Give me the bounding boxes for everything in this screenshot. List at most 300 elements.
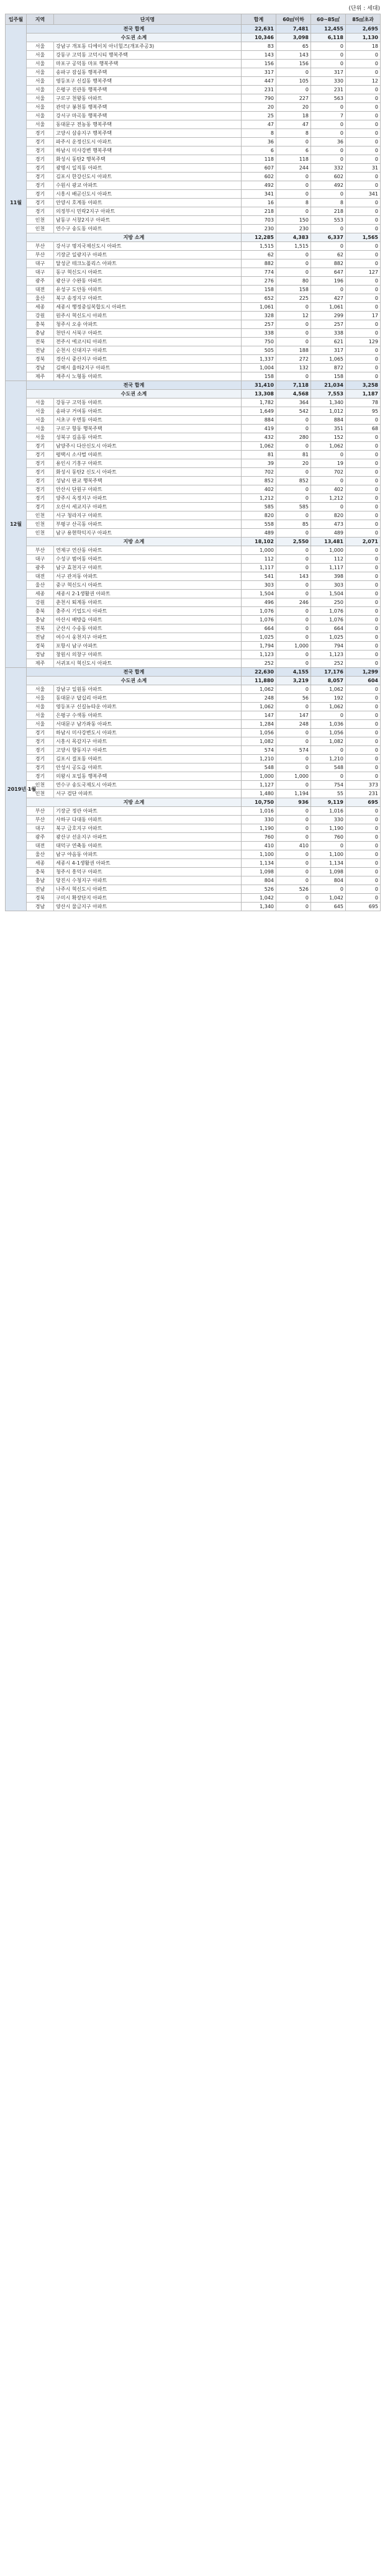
row-m60: 158 (276, 286, 311, 294)
table-row (6, 433, 381, 442)
row-complex-name: 세종시 4-1생활권 아파트 (54, 859, 242, 868)
row-complex-name: 송파구 거여동 아파트 (54, 407, 242, 416)
row-m85: 0 (346, 598, 381, 607)
table-row (6, 816, 381, 824)
table-row (6, 346, 381, 355)
row-total: 156 (242, 60, 276, 68)
row-m85: 0 (346, 173, 381, 181)
row-total: 1,082 (242, 737, 276, 746)
row-region: 서울 (27, 685, 54, 694)
subtotal-total: 11,880 (242, 677, 276, 685)
table-row (6, 425, 381, 433)
row-m85: 0 (346, 859, 381, 868)
row-m60-85: 0 (311, 477, 346, 485)
row-m85: 341 (346, 190, 381, 199)
row-m60: 542 (276, 407, 311, 416)
row-complex-name: 달성군 테크노폴리스 아파트 (54, 259, 242, 268)
row-total: 419 (242, 425, 276, 433)
row-region: 제주 (27, 372, 54, 381)
grand-total: 22,630 (242, 668, 276, 677)
table-row (6, 790, 381, 798)
row-total: 1,284 (242, 720, 276, 729)
row-m85: 0 (346, 181, 381, 190)
row-region: 서울 (27, 86, 54, 94)
row-m85: 0 (346, 442, 381, 451)
table-row (6, 294, 381, 303)
row-complex-name: 강서구 명지국제신도시 아파트 (54, 242, 242, 251)
table-row (6, 138, 381, 146)
row-region: 경기 (27, 146, 54, 155)
row-m60: 0 (276, 564, 311, 572)
row-m60-85: 473 (311, 520, 346, 529)
row-region: 인천 (27, 225, 54, 233)
row-total: 1,210 (242, 755, 276, 763)
row-m60: 0 (276, 181, 311, 190)
row-total: 574 (242, 746, 276, 755)
row-m60-85: 0 (311, 711, 346, 720)
row-m60-85: 1,212 (311, 494, 346, 503)
row-m60-85: 0 (311, 225, 346, 233)
row-total: 16 (242, 199, 276, 207)
row-region: 충남 (27, 329, 54, 338)
table-row (6, 329, 381, 338)
subtotal-m60-85: 7,553 (311, 390, 346, 399)
row-total: 62 (242, 251, 276, 259)
row-m60: 0 (276, 259, 311, 268)
row-complex-name: 북구 금호지구 아파트 (54, 824, 242, 833)
row-m85: 0 (346, 894, 381, 903)
table-header-row (6, 14, 381, 25)
table-row (6, 251, 381, 259)
row-m60-85: 231 (311, 86, 346, 94)
subtotal-total: 10,750 (242, 798, 276, 807)
row-m60-85: 1,025 (311, 633, 346, 642)
table-row (6, 868, 381, 876)
row-m85: 0 (346, 737, 381, 746)
row-complex-name: 서구 청라지구 아파트 (54, 511, 242, 520)
table-row (6, 703, 381, 711)
row-region: 경북 (27, 642, 54, 651)
table-row (6, 729, 381, 737)
row-region: 경기 (27, 164, 54, 173)
row-region: 서울 (27, 720, 54, 729)
row-m60: 6 (276, 146, 311, 155)
row-total: 526 (242, 885, 276, 894)
table-row (6, 555, 381, 564)
row-complex-name: 원주시 혁신도시 아파트 (54, 312, 242, 320)
table-row (6, 355, 381, 364)
row-m85: 0 (346, 816, 381, 824)
move-in-schedule-table (5, 14, 381, 911)
row-region: 강원 (27, 312, 54, 320)
row-m60-85: 1,134 (311, 859, 346, 868)
row-region: 충북 (27, 868, 54, 876)
header-region: 지역 (27, 14, 54, 25)
row-region: 인천 (27, 216, 54, 225)
table-row (6, 876, 381, 885)
row-total: 820 (242, 511, 276, 520)
row-complex-name: 수성구 범어동 아파트 (54, 555, 242, 564)
row-complex-name: 남구 용현학익지구 아파트 (54, 529, 242, 538)
header-total: 합계 (242, 14, 276, 25)
row-m60: 0 (276, 607, 311, 616)
table-row (6, 338, 381, 346)
row-m85: 0 (346, 642, 381, 651)
table-row (6, 720, 381, 729)
row-total: 1,076 (242, 607, 276, 616)
subtotal-m60: 4,383 (276, 233, 311, 242)
row-m60: 132 (276, 364, 311, 372)
row-m60-85: 1,000 (311, 546, 346, 555)
row-m85: 0 (346, 51, 381, 60)
row-m60-85: 1,062 (311, 685, 346, 694)
row-region: 서울 (27, 68, 54, 77)
row-m60-85: 0 (311, 120, 346, 129)
grand-total-row (6, 668, 381, 677)
row-m60-85: 317 (311, 346, 346, 355)
row-m60: 150 (276, 216, 311, 225)
row-region: 경기 (27, 190, 54, 199)
row-complex-name: 서귀포시 혁신도시 아파트 (54, 659, 242, 668)
row-m60: 0 (276, 894, 311, 903)
row-region: 경기 (27, 199, 54, 207)
row-total: 492 (242, 181, 276, 190)
table-row (6, 477, 381, 485)
row-region: 대전 (27, 286, 54, 294)
row-total: 218 (242, 207, 276, 216)
row-m60-85: 317 (311, 68, 346, 77)
header-month: 입주월 (6, 14, 27, 25)
row-m60: 225 (276, 294, 311, 303)
row-complex-name: 천안시 서북구 아파트 (54, 329, 242, 338)
row-total: 1,190 (242, 824, 276, 833)
subtotal-m60: 3,219 (276, 677, 311, 685)
row-m60-85: 303 (311, 581, 346, 590)
row-m85: 0 (346, 138, 381, 146)
row-complex-name: 용인시 기흥구 아파트 (54, 459, 242, 468)
table-row (6, 494, 381, 503)
row-m60: 0 (276, 251, 311, 259)
row-m60-85: 62 (311, 251, 346, 259)
row-complex-name: 창원시 의창구 아파트 (54, 651, 242, 659)
row-m85: 17 (346, 312, 381, 320)
header-m60-85: 60~85㎡ (311, 14, 346, 25)
row-region: 경기 (27, 763, 54, 772)
row-complex-name: 동대문구 전농동 행복주택 (54, 120, 242, 129)
row-total: 143 (242, 51, 276, 60)
row-m85: 0 (346, 251, 381, 259)
row-total: 248 (242, 694, 276, 703)
row-m60-85: 158 (311, 372, 346, 381)
row-complex-name: 화성시 동탄2 신도시 아파트 (54, 468, 242, 477)
row-m60-85: 0 (311, 155, 346, 164)
row-complex-name: 남양주시 다산신도시 아파트 (54, 442, 242, 451)
table-row (6, 242, 381, 251)
row-m60-85: 702 (311, 468, 346, 477)
row-m85: 0 (346, 468, 381, 477)
table-row (6, 207, 381, 216)
row-m60: 65 (276, 42, 311, 51)
row-m60: 105 (276, 77, 311, 86)
row-region: 전남 (27, 633, 54, 642)
row-complex-name: 광명시 일직동 아파트 (54, 164, 242, 173)
row-m60: 0 (276, 876, 311, 885)
row-total: 118 (242, 155, 276, 164)
row-region: 인천 (27, 781, 54, 790)
row-total: 410 (242, 842, 276, 850)
row-m60-85: 112 (311, 555, 346, 564)
row-complex-name: 구로구 항동 행복주택 (54, 425, 242, 433)
row-m60-85: 338 (311, 329, 346, 338)
row-complex-name: 김포시 걸포동 아파트 (54, 755, 242, 763)
row-m60-85: 0 (311, 451, 346, 459)
row-m60: 0 (276, 659, 311, 668)
grand-m85: 3,258 (346, 381, 381, 390)
row-complex-name: 고양시 삼송지구 행복주택 (54, 129, 242, 138)
row-m60: 0 (276, 781, 311, 790)
row-total: 1,649 (242, 407, 276, 416)
row-m60-85: 0 (311, 842, 346, 850)
row-m85: 0 (346, 746, 381, 755)
row-m85: 0 (346, 60, 381, 68)
row-m60: 20 (276, 103, 311, 112)
row-m60: 0 (276, 624, 311, 633)
row-m85: 0 (346, 868, 381, 876)
row-m85: 18 (346, 42, 381, 51)
row-total: 83 (242, 42, 276, 51)
row-region: 서울 (27, 77, 54, 86)
table-row (6, 181, 381, 190)
row-m60: 0 (276, 68, 311, 77)
row-region: 전북 (27, 624, 54, 633)
table-row (6, 824, 381, 833)
table-row (6, 807, 381, 816)
subtotal-m85: 1,565 (346, 233, 381, 242)
row-total: 1,123 (242, 651, 276, 659)
row-complex-name: 청주시 흥덕구 아파트 (54, 868, 242, 876)
row-total: 158 (242, 372, 276, 381)
table-row (6, 546, 381, 555)
table-row (6, 42, 381, 51)
row-complex-name: 의정부시 민락2지구 아파트 (54, 207, 242, 216)
row-total: 432 (242, 433, 276, 442)
row-m60-85: 602 (311, 173, 346, 181)
row-total: 341 (242, 190, 276, 199)
row-total: 252 (242, 659, 276, 668)
row-total: 1,794 (242, 642, 276, 651)
row-m60: 0 (276, 763, 311, 772)
grand-m60-85: 12,455 (311, 25, 346, 34)
grand-total-label: 전국 합계 (27, 381, 242, 390)
row-region: 광주 (27, 564, 54, 572)
row-m85: 0 (346, 155, 381, 164)
subtotal-m60-85: 9,119 (311, 798, 346, 807)
row-m60: 585 (276, 503, 311, 511)
subtotal-label: 지방 소계 (27, 233, 242, 242)
row-region: 대구 (27, 824, 54, 833)
row-m85: 0 (346, 277, 381, 286)
row-total: 1,062 (242, 685, 276, 694)
table-row (6, 60, 381, 68)
table-row (6, 364, 381, 372)
row-total: 1,076 (242, 616, 276, 624)
row-m60: 0 (276, 903, 311, 911)
row-total: 1,004 (242, 364, 276, 372)
row-total: 257 (242, 320, 276, 329)
row-total: 607 (242, 164, 276, 173)
row-m85: 0 (346, 303, 381, 312)
row-complex-name: 고양시 향동지구 아파트 (54, 746, 242, 755)
row-total: 702 (242, 468, 276, 477)
row-total: 1,337 (242, 355, 276, 364)
row-complex-name: 기장군 정관 아파트 (54, 807, 242, 816)
row-m60-85: 0 (311, 42, 346, 51)
row-region: 강원 (27, 598, 54, 607)
row-region: 경기 (27, 468, 54, 477)
row-m85: 695 (346, 903, 381, 911)
row-m60: 0 (276, 703, 311, 711)
row-complex-name: 세종시 2-1생활권 아파트 (54, 590, 242, 598)
row-complex-name: 구미시 확장단지 아파트 (54, 894, 242, 903)
row-m60: 0 (276, 555, 311, 564)
row-complex-name: 충주시 기업도시 아파트 (54, 607, 242, 616)
row-complex-name: 의왕시 포일동 행복주택 (54, 772, 242, 781)
row-m60-85: 330 (311, 816, 346, 824)
row-complex-name: 기장군 일광지구 아파트 (54, 251, 242, 259)
row-complex-name: 포항시 남구 아파트 (54, 642, 242, 651)
row-m60: 8 (276, 129, 311, 138)
table-row (6, 520, 381, 529)
grand-total-label: 전국 합계 (27, 668, 242, 677)
row-m60: 0 (276, 372, 311, 381)
row-total: 703 (242, 216, 276, 225)
row-region: 대구 (27, 555, 54, 564)
row-total: 496 (242, 598, 276, 607)
row-complex-name: 강동구 고덕동 고덕시티 행복주택 (54, 51, 242, 60)
table-row (6, 598, 381, 607)
row-m60: 0 (276, 329, 311, 338)
subtotal-label: 수도권 소계 (27, 34, 242, 42)
row-complex-name: 중구 혁신도시 아파트 (54, 581, 242, 590)
subtotal-m60: 2,550 (276, 538, 311, 546)
row-m85: 0 (346, 772, 381, 781)
table-row (6, 590, 381, 598)
row-m60-85: 1,076 (311, 607, 346, 616)
subtotal-m85: 695 (346, 798, 381, 807)
row-region: 경남 (27, 903, 54, 911)
row-complex-name: 부평구 산곡동 아파트 (54, 520, 242, 529)
subtotal-total: 13,308 (242, 390, 276, 399)
row-region: 울산 (27, 581, 54, 590)
row-m60-85: 1,098 (311, 868, 346, 876)
row-total: 39 (242, 459, 276, 468)
row-region: 제주 (27, 659, 54, 668)
row-m60: 47 (276, 120, 311, 129)
row-m60: 0 (276, 138, 311, 146)
row-m60-85: 1,076 (311, 616, 346, 624)
row-m85: 0 (346, 416, 381, 425)
row-m60: 81 (276, 451, 311, 459)
table-row (6, 842, 381, 850)
row-m60-85: 1,062 (311, 442, 346, 451)
table-row (6, 259, 381, 268)
row-complex-name: 마포구 공덕동 마포 행복주택 (54, 60, 242, 68)
row-total: 147 (242, 711, 276, 720)
row-region: 경기 (27, 138, 54, 146)
row-region: 충북 (27, 607, 54, 616)
row-region: 서울 (27, 407, 54, 416)
row-m85: 0 (346, 824, 381, 833)
row-m60-85: 0 (311, 146, 346, 155)
unit-label: (단위 : 세대) (348, 6, 380, 12)
row-m60: 8 (276, 199, 311, 207)
row-m60: 0 (276, 590, 311, 598)
table-row (6, 303, 381, 312)
row-region: 서울 (27, 60, 54, 68)
grand-m85: 2,695 (346, 25, 381, 34)
row-m85: 0 (346, 590, 381, 598)
row-m85: 0 (346, 355, 381, 364)
table-row (6, 503, 381, 511)
row-region: 경기 (27, 485, 54, 494)
row-total: 489 (242, 529, 276, 538)
row-m60: 0 (276, 416, 311, 425)
table-row (6, 746, 381, 755)
table-row (6, 763, 381, 772)
subtotal-m60: 3,098 (276, 34, 311, 42)
row-region: 서울 (27, 399, 54, 407)
row-region: 부산 (27, 816, 54, 824)
row-region: 서울 (27, 416, 54, 425)
row-m60: 0 (276, 633, 311, 642)
row-m85: 0 (346, 225, 381, 233)
row-total: 447 (242, 77, 276, 86)
row-m60-85: 1,056 (311, 729, 346, 737)
row-complex-name: 성남시 판교 행복주택 (54, 477, 242, 485)
row-total: 1,117 (242, 564, 276, 572)
row-region: 경기 (27, 173, 54, 181)
row-m60-85: 0 (311, 242, 346, 251)
table-row (6, 94, 381, 103)
row-m85: 0 (346, 259, 381, 268)
row-complex-name: 남동구 서창2지구 아파트 (54, 216, 242, 225)
table-row (6, 694, 381, 703)
table-row (6, 564, 381, 572)
row-total: 790 (242, 94, 276, 103)
row-region: 경기 (27, 155, 54, 164)
row-m60: 56 (276, 694, 311, 703)
row-region: 대전 (27, 842, 54, 850)
row-complex-name: 김해시 율하2지구 아파트 (54, 364, 242, 372)
row-region: 부산 (27, 242, 54, 251)
row-complex-name: 남구 효천지구 아파트 (54, 564, 242, 572)
row-m60: 246 (276, 598, 311, 607)
row-m60-85: 0 (311, 503, 346, 511)
table-row (6, 120, 381, 129)
table-row (6, 581, 381, 590)
row-complex-name: 연수구 송도국제도시 아파트 (54, 781, 242, 790)
subtotal-total: 10,346 (242, 34, 276, 42)
row-region: 충남 (27, 616, 54, 624)
row-m60: 143 (276, 51, 311, 60)
row-region: 서울 (27, 120, 54, 129)
row-total: 36 (242, 138, 276, 146)
row-m60-85: 7 (311, 112, 346, 120)
row-complex-name: 안산시 단원구 아파트 (54, 485, 242, 494)
row-m85: 0 (346, 529, 381, 538)
row-region: 울산 (27, 294, 54, 303)
row-region: 서울 (27, 433, 54, 442)
